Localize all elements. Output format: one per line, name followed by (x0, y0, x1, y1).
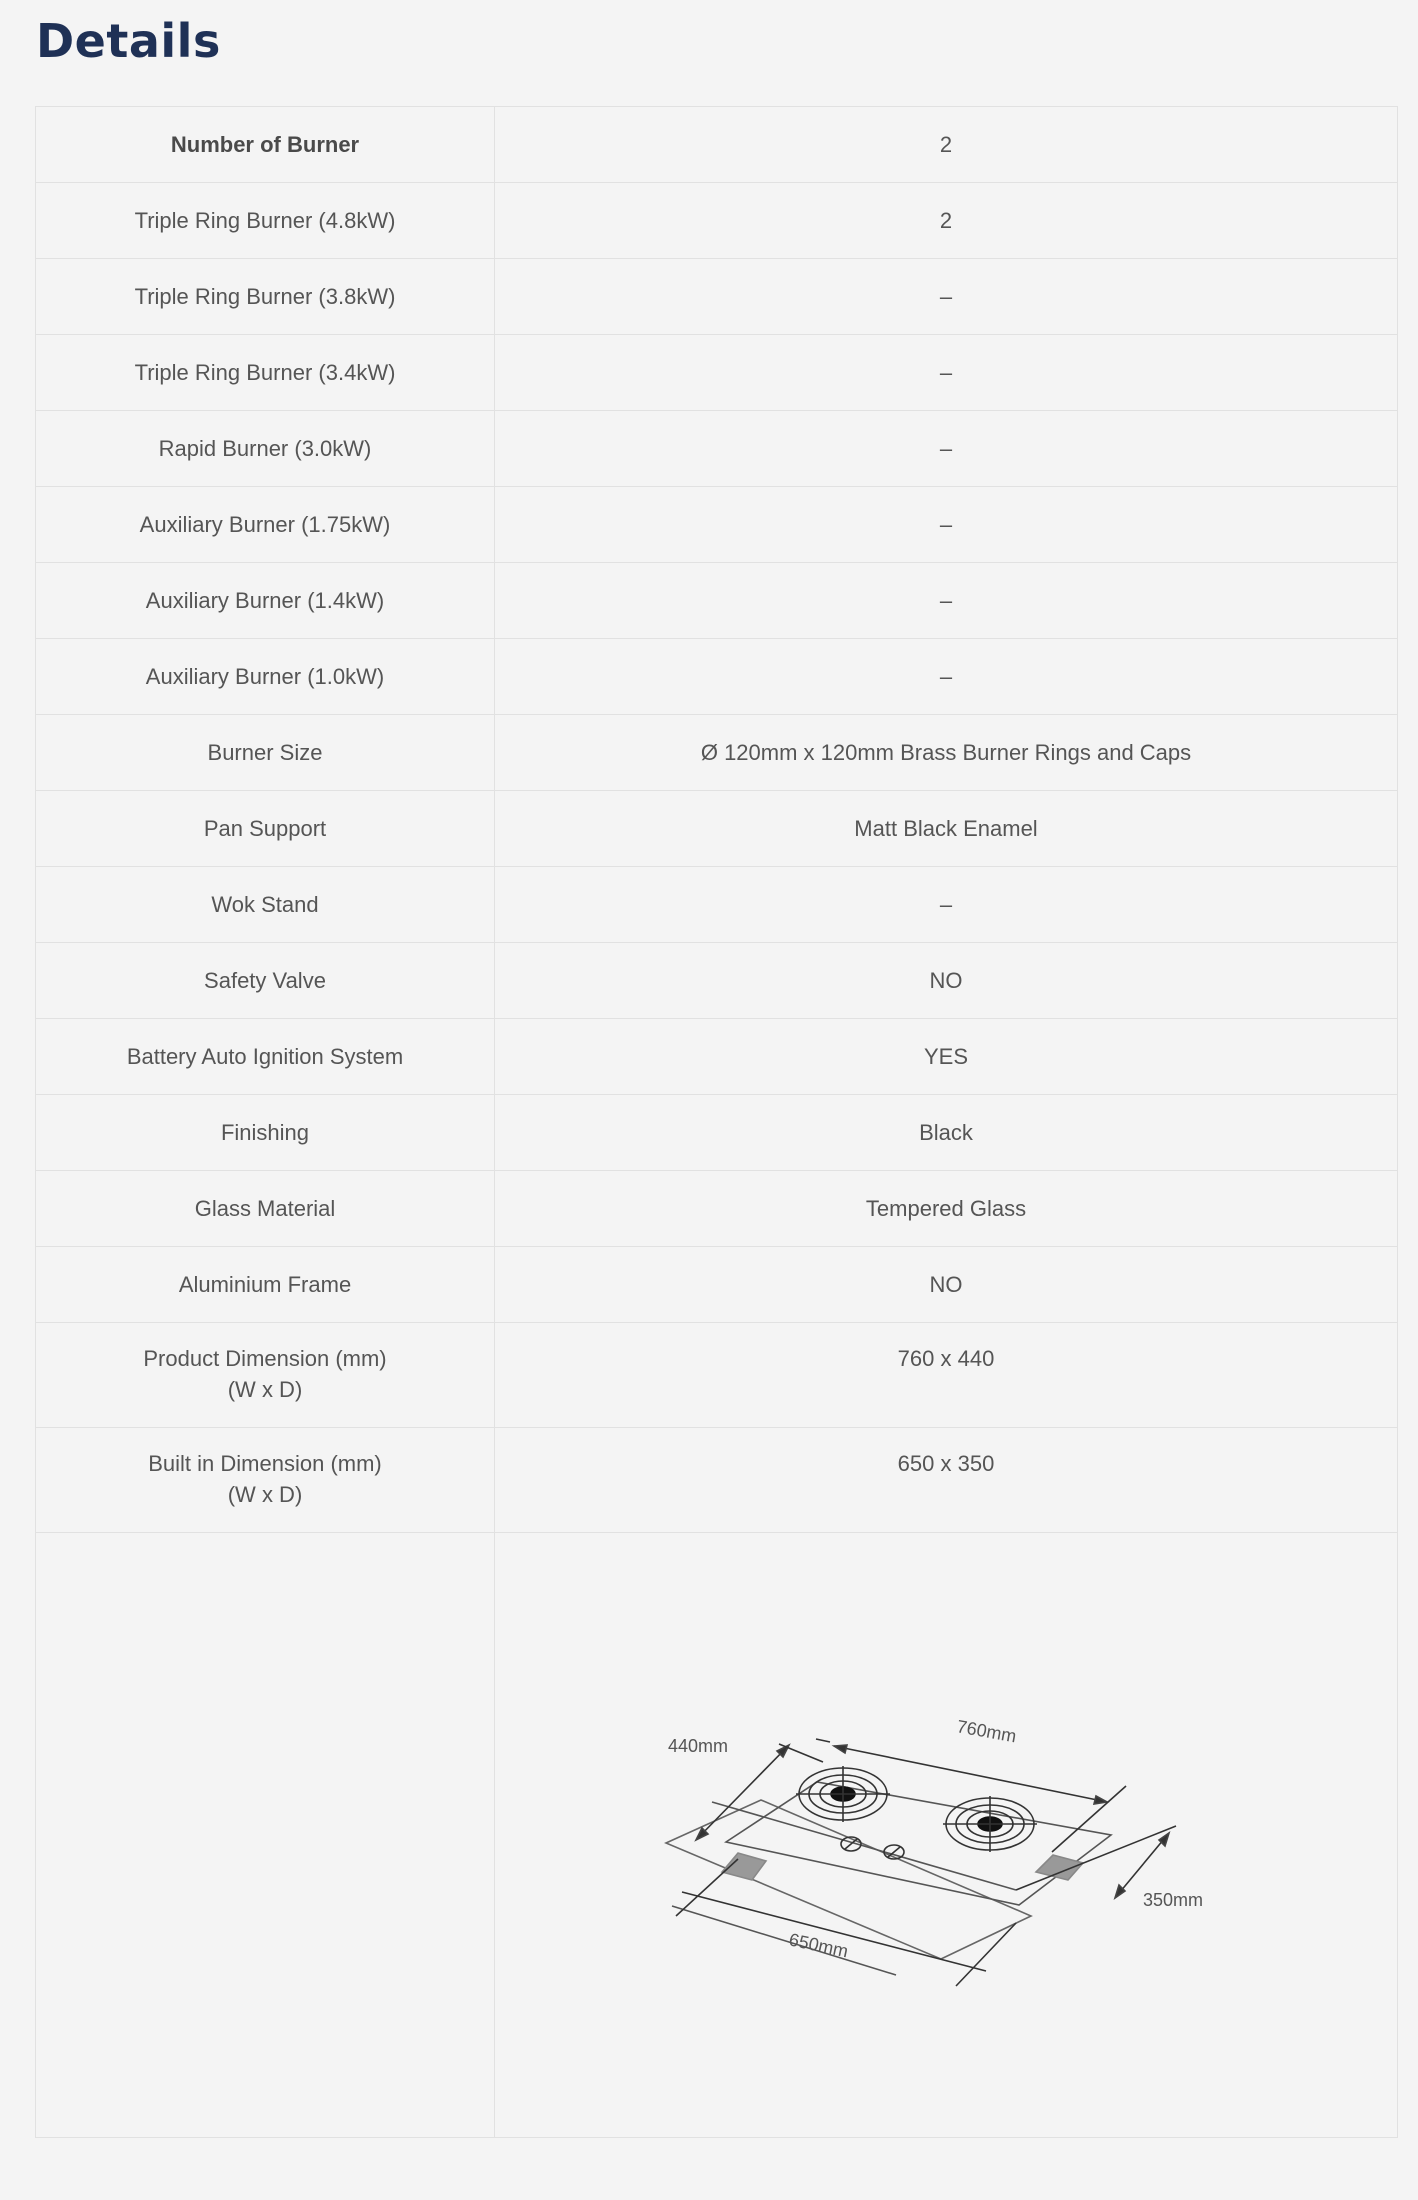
spec-value: 2 (495, 183, 1398, 259)
table-row (36, 791, 1398, 867)
table-row (36, 1171, 1398, 1247)
table-row (36, 411, 1398, 487)
table-row (36, 1095, 1398, 1171)
burner-left-icon (796, 1766, 890, 1822)
spec-value: Ø 120mm x 120mm Brass Burner Rings and Caps (495, 715, 1398, 791)
spec-label: Battery Auto Ignition System (36, 1019, 495, 1095)
spec-label: Auxiliary Burner (1.4kW) (36, 563, 495, 639)
spec-value: – (495, 487, 1398, 563)
table-row (36, 563, 1398, 639)
table-row (36, 943, 1398, 1019)
empty-cell (36, 1533, 495, 2138)
spec-label: Triple Ring Burner (3.8kW) (36, 259, 495, 335)
spec-label: Pan Support (36, 791, 495, 867)
spec-label: Safety Valve (36, 943, 495, 1019)
table-row (36, 1247, 1398, 1323)
spec-label: Finishing (36, 1095, 495, 1171)
page-title: Details (36, 14, 221, 68)
table-row (36, 1323, 1398, 1428)
table-row (36, 639, 1398, 715)
spec-label: Aluminium Frame (36, 1247, 495, 1323)
spec-value: 650 x 350 (495, 1428, 1398, 1533)
spec-value: – (495, 639, 1398, 715)
table-row (36, 183, 1398, 259)
spec-table (35, 106, 1398, 2138)
spec-value: Black (495, 1095, 1398, 1171)
spec-value: NO (495, 1247, 1398, 1323)
table-row (36, 107, 1398, 183)
cutout-depth-label: 350mm (1143, 1890, 1204, 1910)
hob-dimension-diagram (656, 1680, 1236, 1990)
table-row (36, 867, 1398, 943)
spec-value: – (495, 335, 1398, 411)
spec-label: Rapid Burner (3.0kW) (36, 411, 495, 487)
spec-value: – (495, 259, 1398, 335)
diagram-cell (495, 1533, 1398, 2138)
cutout-width-label: 650mm (787, 1929, 851, 1962)
table-row (36, 335, 1398, 411)
table-row (36, 1019, 1398, 1095)
product-width-label: 760mm (955, 1716, 1018, 1747)
spec-value: 2 (495, 107, 1398, 183)
spec-value: Tempered Glass (495, 1171, 1398, 1247)
spec-label: Number of Burner (36, 107, 495, 183)
spec-label-line: (W x D) (227, 1377, 303, 1402)
spec-value: – (495, 867, 1398, 943)
spec-value: YES (495, 1019, 1398, 1095)
spec-label-line: (W x D) (227, 1482, 303, 1507)
spec-value: – (495, 411, 1398, 487)
table-row (36, 1428, 1398, 1533)
spec-value: NO (495, 943, 1398, 1019)
spec-label: Burner Size (36, 715, 495, 791)
table-row (36, 1533, 1398, 2138)
spec-label (36, 1428, 495, 1533)
spec-label: Wok Stand (36, 867, 495, 943)
spec-value: Matt Black Enamel (495, 791, 1398, 867)
spec-label-line: Built in Dimension (mm) (148, 1451, 382, 1476)
spec-label: Triple Ring Burner (4.8kW) (36, 183, 495, 259)
table-row (36, 487, 1398, 563)
spec-label: Auxiliary Burner (1.0kW) (36, 639, 495, 715)
table-row (36, 715, 1398, 791)
product-depth-label: 440mm (668, 1736, 729, 1756)
spec-label: Triple Ring Burner (3.4kW) (36, 335, 495, 411)
table-row (36, 259, 1398, 335)
spec-label: Auxiliary Burner (1.75kW) (36, 487, 495, 563)
spec-value: 760 x 440 (495, 1323, 1398, 1428)
spec-value: – (495, 563, 1398, 639)
spec-label: Glass Material (36, 1171, 495, 1247)
spec-label-line: Product Dimension (mm) (143, 1346, 387, 1371)
burner-right-icon (943, 1796, 1037, 1852)
spec-label (36, 1323, 495, 1428)
glass-top-outline (726, 1782, 1111, 1905)
